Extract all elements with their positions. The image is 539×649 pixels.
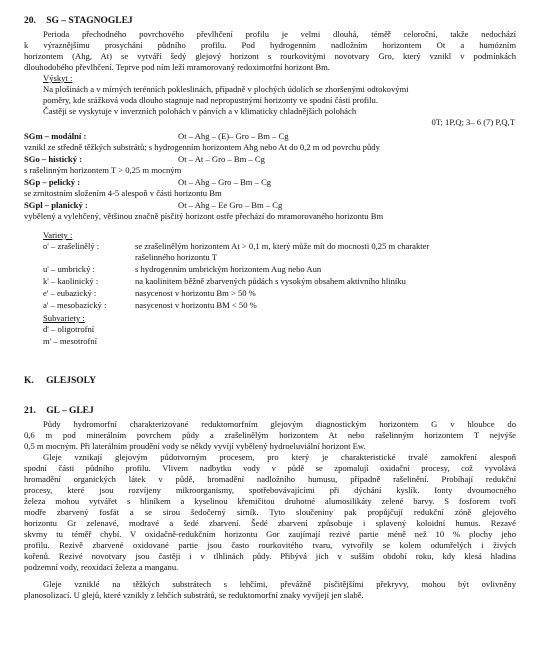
subtype-description: vznikl ze středně těžkých substrátů; s hydrogenním horizontem Ahg nebo At do 0,2 m od povrchu půdy (24, 142, 380, 152)
variety-code: a' – mesobazický : (43, 300, 107, 310)
region-codes: 0T; 1P,Q; 3– 6 (7) P,Q,T (431, 117, 515, 127)
variety-code: u' – umbrický : (43, 264, 95, 274)
variety-code: k' – kaolinický : (43, 276, 99, 286)
gl-para2-line-10: kořenů. Rezivé novotvary jsou častěji i v tlhlinách půdy. Přibývá jich v sušším období roku, kdy klesá hladina (24, 551, 516, 561)
section-k-title: GLEJSOLY (46, 376, 96, 386)
subtype-formula: Ot – Ahg – Gro – Bm – Cg (178, 177, 272, 187)
section-20-heading (24, 16, 133, 26)
occurrence-heading: Výskyt : (43, 73, 73, 83)
gl-para2-line-3: hromadění organických látek v půdě, hromadění nadložního humusu, případně rašelinění. Probíhají redukční (24, 474, 516, 484)
variety-description: se zrašelinělým horizontem At > 0,1 m, který může mít do mocnosti 0,25 m charakter (135, 241, 430, 251)
gl-para2-line-11: podzemní vody, reoxidací železa a manganu. (24, 562, 179, 572)
subtype-name: SGp – pelický : (24, 177, 81, 187)
subvarieties-heading: Subvariety : (43, 313, 85, 323)
variety-code: o' – zrašelinělý : (43, 241, 100, 251)
section-k-letter: K. (24, 376, 34, 386)
gl-para3-line-2: planosolizací. U glejů, které vznikly z lehčích substrátů, se reduktomorfní znaky vyvíjejí jen slabě. (24, 590, 364, 600)
occurrence-line-1: Na plošinách a v mírných terénních pokleslinách, případně v plochých údolích se zhoršenými odtokovými (43, 84, 409, 94)
subtype-description: vybělený a vylehčený, většinou značně písčitý horizont ostře přechází do mramorovaného horizontu Bm (24, 211, 384, 221)
gl-para1-line-2: 0,6 m pod minerálním povrchem půdy a zrašelinělým horizontem At nebo rašelinným horizontem T nejvýše (24, 430, 516, 440)
subtype-description: se zrnitostním složením 4-5 alespoň v části horizontu Bm (24, 188, 222, 198)
variety-description: na kaolinitem běžně zbarvených půdách s vysokým obsahem aktivního hliníku (135, 276, 406, 286)
variety-description: nasycenost v horizontu BM < 50 % (135, 300, 257, 310)
gl-para2-line-5: železa mohou vytvářet s hliníkem a kyselinou křemičitou druhotné alumosilikáty zelené barvy. S fosforem tvoří (24, 496, 516, 506)
subtype-name: SGpl – planický : (24, 200, 88, 210)
intro-line-2: k výraznějšímu prosychání půdního profilu. Pod hydrogenním nadložním horizontem Ot a humózním (24, 40, 516, 50)
gl-para1-line-3: 0,5 m mocným. Při laterálním proudění vody se někdy vyvíjí vybělený hydroeluviální horizont Ew. (24, 441, 366, 451)
gl-para2-line-6: modře zbarvený fosfát a se sirou šedočerný sirník. Tyto sloučeniny pak propůjčují redukční zóně glejového (24, 507, 516, 517)
subvariety-item: m' – mesotrofní (43, 336, 98, 346)
gl-para1-line-1: Půdy hydromorfní charakterizované reduktomorfním glejovým diagnostickým horizontem G v hloubce do (43, 419, 516, 429)
intro-line-1: Perioda přechodného povrchového převlhčení profilu je velmi dlouhá, téměř celoroční, takže nedochází (43, 29, 516, 39)
section-k-heading (24, 376, 96, 386)
gl-para2-line-7: horizontu Gr zelenavé, modravé a šedé zbarvení. Šedé zbarvení způsobuje i splavený koloidní humus. Rezavé (24, 518, 516, 528)
variety-description: nasycenost v horizontu Bm > 50 % (135, 288, 256, 298)
subtype-formula: Ot – At – Gro – Bm – Cg (178, 154, 265, 164)
intro-line-3: horizontem (Ahg, At) se vytváří šedý glejový horizont s rourkovitými novotvary Gro, který vznikl v podmínkách (24, 51, 516, 61)
occurrence-line-2: poměry, kde srážková voda dlouho stagnuje nad nepropustnými horizonty ve spodní části profilu. (43, 95, 379, 105)
varieties-heading: Variety : (43, 230, 73, 240)
intro-line-4: dlouhodobého převlhčení. Teprve pod ním leží mramorovaný redoximorfní horizont Bm. (24, 62, 330, 72)
gl-para2-line-8: skvrny tu téměř chybí. V oxidačně-redukčním horizontu Gor zaujímají rezivé partie méně než 10 % plochy jeho (24, 529, 516, 539)
section-20-number: 20. (24, 16, 36, 26)
section-20-title: SG – STAGNOGLEJ (46, 16, 133, 26)
section-21-heading (24, 406, 94, 416)
subtype-formula: Ot – Ahg – (E)– Gro – Bm – Cg (178, 131, 289, 141)
occurrence-line-3: Častěji se vyskytuje v inverzních polohách v pánvích a v klimaticky chladnějších polohách (43, 106, 357, 116)
gl-para2-line-4: procesy, které jsou rozvíjeny mikroorganismy, spotřebovávajícími při dýchání kyslík. Ionty dvoumocného (24, 485, 516, 495)
variety-description: rašelinného horizontu T (135, 252, 217, 262)
subtype-name: SGo – histický : (24, 154, 83, 164)
gl-para2-line-9: profilu. Rezivě zbarvené oxidované partie jsou často rourkovitého tvaru, vytvořily se kolem odumřelých i živých (24, 540, 516, 550)
gl-para3-line-1: Gleje vzniklé na těžkých substrátech s lehčími, převážně písčitějšími překryvy, mohou být ovlivněny (43, 579, 516, 589)
subtype-name: SGm – modální : (24, 131, 87, 141)
subvariety-item: d' – oligotrofní (43, 324, 95, 334)
gl-para2-line-2: spodní části půdního profilu. Vlivem nadbytku vody v půdě se zpomalují oxidační procesy, což vyvolává (24, 463, 516, 473)
gl-para2-line-1: Gleje vznikají glejovým půdotvorným procesem, pro který je charakteristické trvalé zamokření alespoň (43, 452, 516, 462)
subtype-description: s rašelinným horizontem T > 0,25 m mocným (24, 165, 182, 175)
section-21-title: GL – GLEJ (46, 406, 94, 416)
variety-code: e' – eubazický : (43, 288, 97, 298)
subtype-formula: Ot – Ahg – Ee Gro – Bm – Cg (178, 200, 283, 210)
section-21-number: 21. (24, 406, 36, 416)
variety-description: s hydrogenním umbrickým horizontem Aug nebo Aun (135, 264, 322, 274)
